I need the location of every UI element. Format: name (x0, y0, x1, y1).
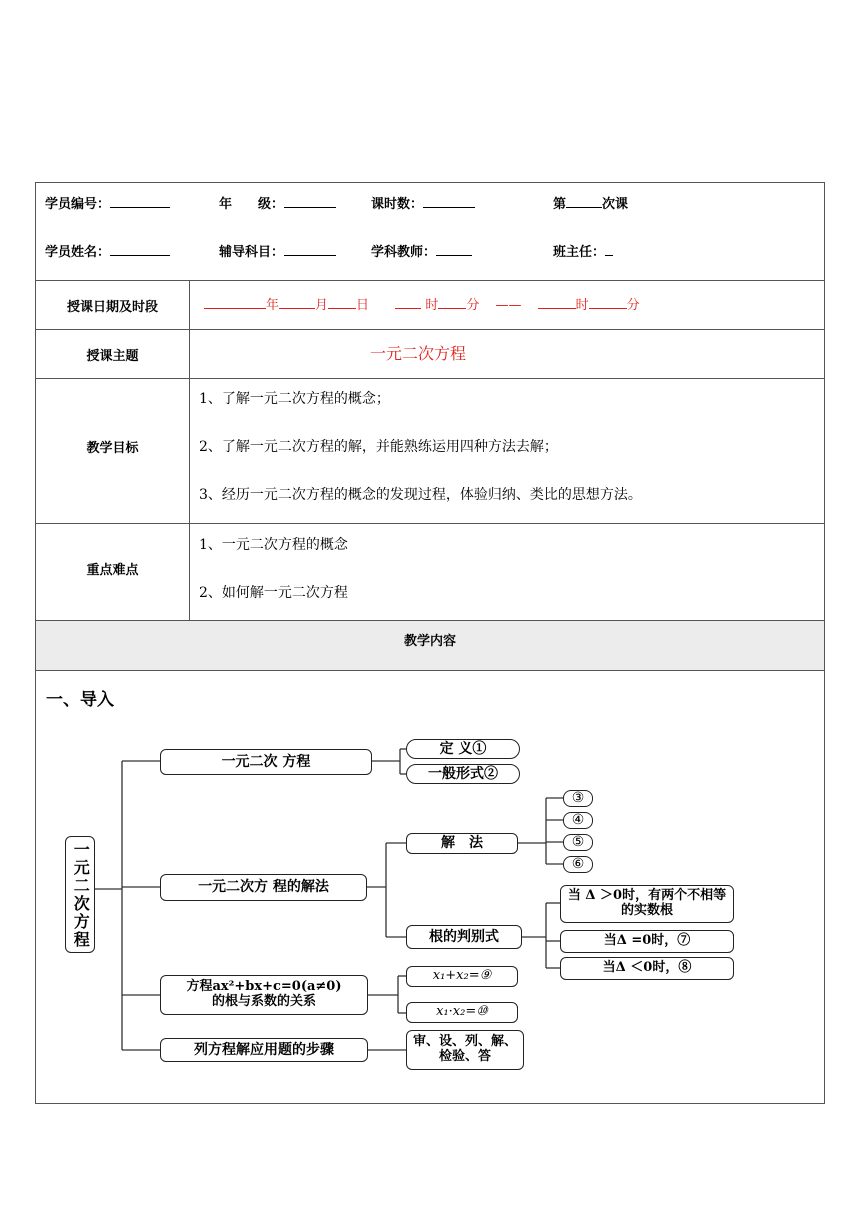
head-teacher-field (553, 241, 613, 260)
root-node: 一元二次方程 (65, 836, 95, 953)
key-points-label: 重点难点 (86, 563, 139, 578)
teacher-label: 学科教师： (371, 245, 437, 260)
lesson-suffix: 次课 (602, 197, 629, 212)
grade-field (219, 193, 336, 212)
vieta-line-2: 的根与系数的关系 (211, 994, 316, 1009)
hours-label: 课时数： (371, 197, 424, 212)
method-item: ④ (563, 812, 593, 829)
lesson-sheet (35, 182, 825, 1104)
section-title: 一、导入 (46, 690, 114, 710)
vieta-line-1: 方程ax²+bx+c=0(a≠0) (186, 979, 342, 995)
date-label: 授课日期及时段 (66, 300, 158, 315)
subject-field (219, 241, 336, 260)
key-point-item: 2、如何解一元二次方程 (199, 585, 348, 601)
month-label: 月 (315, 298, 329, 313)
content-header-row (36, 621, 824, 671)
minute2-label: 分 (626, 298, 640, 313)
topic-value: 一元二次方程 (370, 344, 467, 363)
root-product-node: x₁·x₂=⑩ (406, 1002, 518, 1023)
student-id-label: 学员编号： (45, 197, 111, 212)
student-name-label: 学员姓名： (45, 245, 111, 260)
word-problem-steps: 审、设、列、解、检验、答 (406, 1030, 524, 1070)
content-header: 教学内容 (403, 634, 456, 649)
minute-label: 分 (466, 298, 480, 313)
goal-item: 3、经历一元二次方程的概念的发现过程，体验归纳、类比的思想方法。 (199, 487, 642, 503)
discriminant-positive: 当 Δ ＞0时，有两个不相等的实数根 (560, 885, 734, 923)
key-point-item: 1、一元二次方程的概念 (199, 537, 348, 553)
method-item: ⑥ (563, 856, 593, 873)
solution-branch: 一元二次方 程的解法 (160, 874, 367, 901)
definition-branch: 一元二次 方程 (160, 749, 372, 775)
day-label: 日 (356, 298, 370, 313)
mind-map (36, 723, 824, 1083)
student-name-field (45, 241, 170, 260)
header-block (36, 183, 824, 281)
subject-label: 辅导科目： (219, 245, 285, 260)
discriminant-zero: 当Δ =0时，⑦ (560, 930, 734, 953)
hour2-label: 时 (575, 298, 589, 313)
definition-node: 定 义① (406, 739, 520, 759)
lesson-prefix: 第 (553, 197, 567, 212)
topic-row (36, 330, 824, 379)
methods-node: 解 法 (406, 833, 518, 854)
word-problem-branch: 列方程解应用题的步骤 (160, 1038, 368, 1062)
date-row (36, 281, 824, 330)
goals-row (36, 379, 824, 524)
student-id-field (45, 193, 170, 212)
head-teacher-label: 班主任： (553, 245, 606, 260)
method-item: ⑤ (563, 834, 593, 851)
year-label: 年 (266, 298, 280, 313)
goals-label: 教学目标 (86, 441, 139, 456)
teacher-field (371, 241, 472, 260)
discriminant-node: 根的判别式 (406, 925, 522, 949)
goal-item: 1、了解一元二次方程的概念； (199, 391, 390, 407)
hours-field (371, 193, 475, 212)
root-sum-node: x₁+x₂=⑨ (406, 966, 518, 987)
key-points-row (36, 524, 824, 621)
date-time-value (204, 294, 640, 313)
lesson-number-field (553, 193, 628, 212)
vieta-branch (160, 975, 368, 1015)
dash: —— (495, 298, 522, 313)
topic-label: 授课主题 (86, 349, 139, 364)
discriminant-negative: 当Δ ＜0时，⑧ (560, 957, 734, 980)
method-item: ③ (563, 790, 593, 807)
hour-label: 时 (425, 298, 439, 313)
general-form-node: 一般形式② (406, 764, 520, 784)
goal-item: 2、了解一元二次方程的解，并能熟练运用四种方法去解； (199, 439, 558, 455)
grade-label: 年 级： (219, 197, 285, 212)
